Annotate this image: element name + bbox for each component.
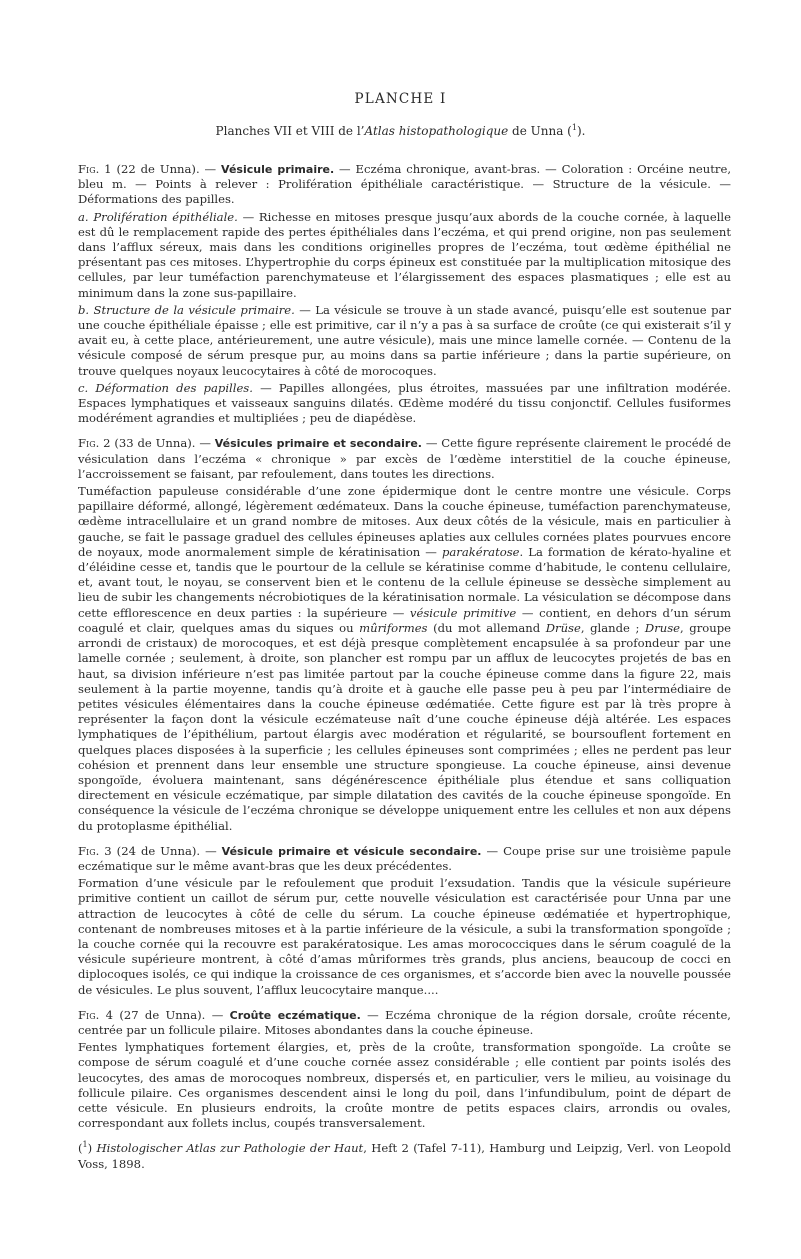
fig3-paragraph: Formation d’une vésicule par le refoulement que produit l’exsudation. Tandis que la vésicule supérieure primitive contient un caillot de sérum pur, cette nouvelle vésiculation est caractérisée pour Unna par une attraction de leucocytes à côté de celle du sérum. La couche épineuse œdématiée et hypertrophique, contenant de nombreuses mitoses et à la partie inférieure de la vésicule, a subi la transformation spongoïde ; la couche cornée qui la recouvre est parakératosique. Les amas morococciques dans le sérum coagulé de la vésicule supérieure montrent, à côté d’amas mûriformes très grands, plus anciens, beaucoup de cocci en diplocoques isolés, ce qui indique la croissance de ces organismes, et s’accorde bien avec la nouvelle poussée de vésicules. Le plus souvent, l’afflux leucocytaire manque.... [78, 876, 731, 997]
fig2-title: Vésicules primaire et secondaire. [214, 437, 422, 451]
fig1-title: Vésicule primaire. [221, 163, 335, 176]
subtitle-note-mark: 1 [571, 123, 577, 132]
fig1-b-text: — La vésicule se trouve à un stade avancé, puisqu’elle est soutenue par une couche épithéliale épaisse ; elle est primitive, car il n’y a pas à sa surface de croûte (ce qui existerait s’il y avait eu, à cette place, antérieurement, une autre vésicule), mais une mince lamelle cornée. — Contenu de la vésicule composé de sérum presque pur, au moins dans sa partie inférieure ; dans la partie supérieure, on trouve quelques noyaux leucocytaires à côté de morocoques. [78, 302, 731, 378]
fig2-p1: Tuméfaction papuleuse considérable d’une zone épidermique dont le centre montre une vésicule. Corps papillaire déformé, allongé, légèrement œdémateux. Dans la couche épineuse, tuméfaction parenchymateuse, œdème intracellulaire et un grand nombre de mitoses. Aux deux côtés de la vésicule, mais en particulier à gauche, se fait le passage graduel des cellules épineuses aplaties aux cellules cornées plates pourvues encore de noyaux, mode anormalement simple de kératinisation — [78, 484, 731, 559]
fig2-label: Fig. [78, 436, 100, 451]
fig4-num: 4 (27 de Unna). — [99, 1007, 230, 1022]
fig4-body: — Eczéma chronique de la région dorsale, croûte récente, centrée par un follicule pilaire. Mitoses abondantes dans la couche épineuse. [78, 1007, 731, 1037]
fig3-heading [78, 844, 731, 874]
fig1-c [78, 381, 731, 427]
fig2-paragraph [78, 484, 731, 834]
fig1-a-text: — Richesse en mitoses presque jusqu’aux abords de la couche cornée, à laquelle est dû le remplacement rapide des pertes épithéliales dans l’eczéma, et qui prend origine, non pas seulement dans l’afflux séreux, mais dans les conditions originelles propres de l’eczéma, tout œdème épithélial ne présentant pas ces mitoses. L’hypertrophie du corps épineux est constituée par la multiplication mitosique des cellules, par leur tuméfaction parenchymateuse et l’élargissement des espaces plasmatiques ; elle est au minimum dans la zone sus-papillaire. [78, 209, 731, 300]
fig1-body: — Eczéma chronique, avant-bras. — Coloration : Orcéine neutre, bleu m. — Points à relever : Prolifération épithéliale caractéristique. — Structure de la vésicule. — Déformations des papilles. [78, 162, 731, 207]
subtitle-post: de Unna ( [508, 124, 572, 138]
fig2-p1-e: , glande ; [580, 620, 645, 635]
fig1-b [78, 303, 731, 379]
fig4-title: Croûte eczématique. [229, 1008, 361, 1022]
fig3-label: Fig. [78, 843, 100, 858]
footnote: ($^1$) Histologischer Atlas zur Pathologie der Haut, Heft 2 (Tafel 7-11), Hamburg und Leipzig, Verl. von Leopold Voss, 1898. [78, 1140, 731, 1171]
fig2-p1-b: . La formation de kérato-hyaline et d’éléidine cesse et, tandis que le pourtour de la cellule se kératinise comme d’habitude, le contenu cellulaire, et, avant tout, le noyau, se conservent bien et le contenu de la cellule épineuse se dessèche simplement au lieu de subir les changements nécrobiotiques de la kératinisation normale. La vésiculation se décompose dans cette efflorescence en deux parties : la supérieure — [78, 544, 731, 620]
fig1-num: 1 (22 de Unna). — [99, 162, 222, 176]
fig2-p1-ital: parakératose [441, 544, 520, 559]
fig2-p1-f: , groupe arrondi de cristaux) de morocoques, et est déjà presque complètement encapsulée à sa profondeur par une lamelle cornée ; seulement, à droite, son plancher est rompu par un afflux de leucocytes projetés de bas en haut, sa division inférieure n’est pas limitée partout par la couche épineuse comme dans la figure 22, mais seulement à la partie moyenne, tandis qu’à droite et à gauche elle passe peu à peu par l’intermédiaire de petites vésicules élémentaires dans la couche épineuse œdématiée. Cette figure est par là très propre à représenter la façon dont la vésicule eczémateuse naît d’une couche épineuse déjà altérée. Les espaces lymphatiques de l’épithélium, partout élargis avec modération et régularité, se boursouflent fortement en quelques places disposées à la superficie ; les cellules épineuses sont comprimées ; elles ne perdent pas leur cohésion et prennent dans leur ensemble une structure spongieuse. La couche épineuse, ainsi devenue spongoïde, évoluera maintenant, sans dégénérescence épithéliale plus étendue et sans colliquation directement en vésicule eczématique, par simple dilatation des cavités de la couche épineuse spongoïde. En conséquence la vésicule de l’eczéma chronique se développe uniquement entre les cellules et non aux dépens du protoplasme épithélial. [78, 620, 731, 833]
fig4-heading [78, 1008, 731, 1038]
fig2-body: — Cette figure représente clairement le procédé de vésiculation dans l’eczéma « chronique » par excès de l’œdème interstitiel de la couche épineuse, l’accroissement se faisant, par refoulement, dans toutes les directions. [78, 436, 731, 481]
fig1-a [78, 210, 731, 301]
fig2-num: 2 (33 de Unna). — [99, 436, 215, 451]
subtitle-end: ). [576, 124, 586, 138]
fig4-paragraph: Fentes lymphatiques fortement élargies, et, près de la croûte, transformation spongoïde. La croûte se compose de sérum coagulé et d’une couche cornée assez considérable ; elle contient par points isolés des leucocytes, des amas de morocoques nombreux, dispersés et, en particulier, vers le milieu, au voisinage du follicule pilaire. Ces organismes descendent ainsi le long du poil, dans l’infundibulum, point de départ de cette vésicule. En plusieurs endroits, la croûte montre de petits espaces clairs, arrondis ou ovales, correspondant aux follets inclus, coupés transversalement. [78, 1040, 731, 1131]
fig1-a-label: a. Prolifération épithéliale. [78, 209, 238, 224]
fig4-label: Fig. [78, 1007, 100, 1022]
fig2-p1-ital2: vésicule primitive [409, 605, 517, 620]
fig2-p1-d: (du mot allemand [427, 620, 546, 635]
fig1-c-text: — Papilles allongées, plus étroites, massuées par une infiltration modérée. Espaces lymphatiques et vaisseaux sanguins dilatés. Œdème modéré du tissu conjonctif. Cellules fusiformes modérément agrandies et multipliées ; peu de diapédèse. [78, 380, 731, 426]
fig2-p1-c: — contient, en dehors d’un sérum coagulé et clair, quelques amas du siques ou [78, 605, 731, 635]
fig3-num: 3 (24 de Unna). — [99, 843, 222, 858]
fig1-heading [78, 162, 731, 208]
footnote-rest: , Heft 2 (Tafel 7-11), Hamburg und Leipzig, Verl. von Leopold Voss, 1898. [78, 1141, 731, 1171]
fig3-body: — Coupe prise sur une troisième papule eczématique sur le même avant-bras que les deux précédentes. [78, 843, 731, 873]
fig2-p1-ital3: mûriformes [359, 620, 428, 635]
body-text [78, 162, 731, 1172]
fig2-heading [78, 436, 731, 482]
footnote-mark: 1 [82, 1140, 88, 1150]
fig3-title: Vésicule primaire et vésicule secondaire. [221, 844, 482, 858]
fig2-p1-ital4: Drüse [545, 620, 581, 635]
fig2-p1-ital5: Druse [644, 620, 681, 635]
page-subtitle [0, 124, 801, 139]
fig1-label: Fig. [78, 162, 100, 176]
subtitle-italic: Atlas histopathologique [364, 124, 509, 138]
fig1-b-label: b. Structure de la vésicule primaire. [78, 302, 295, 317]
footnote-title: Histologischer Atlas zur Pathologie der Haut [96, 1141, 364, 1156]
page-title: PLANCHE I [354, 91, 447, 107]
fig1-c-label: c. Déformation des papilles. [78, 380, 253, 395]
subtitle-pre: Planches VII et VIII de l’ [215, 124, 365, 138]
